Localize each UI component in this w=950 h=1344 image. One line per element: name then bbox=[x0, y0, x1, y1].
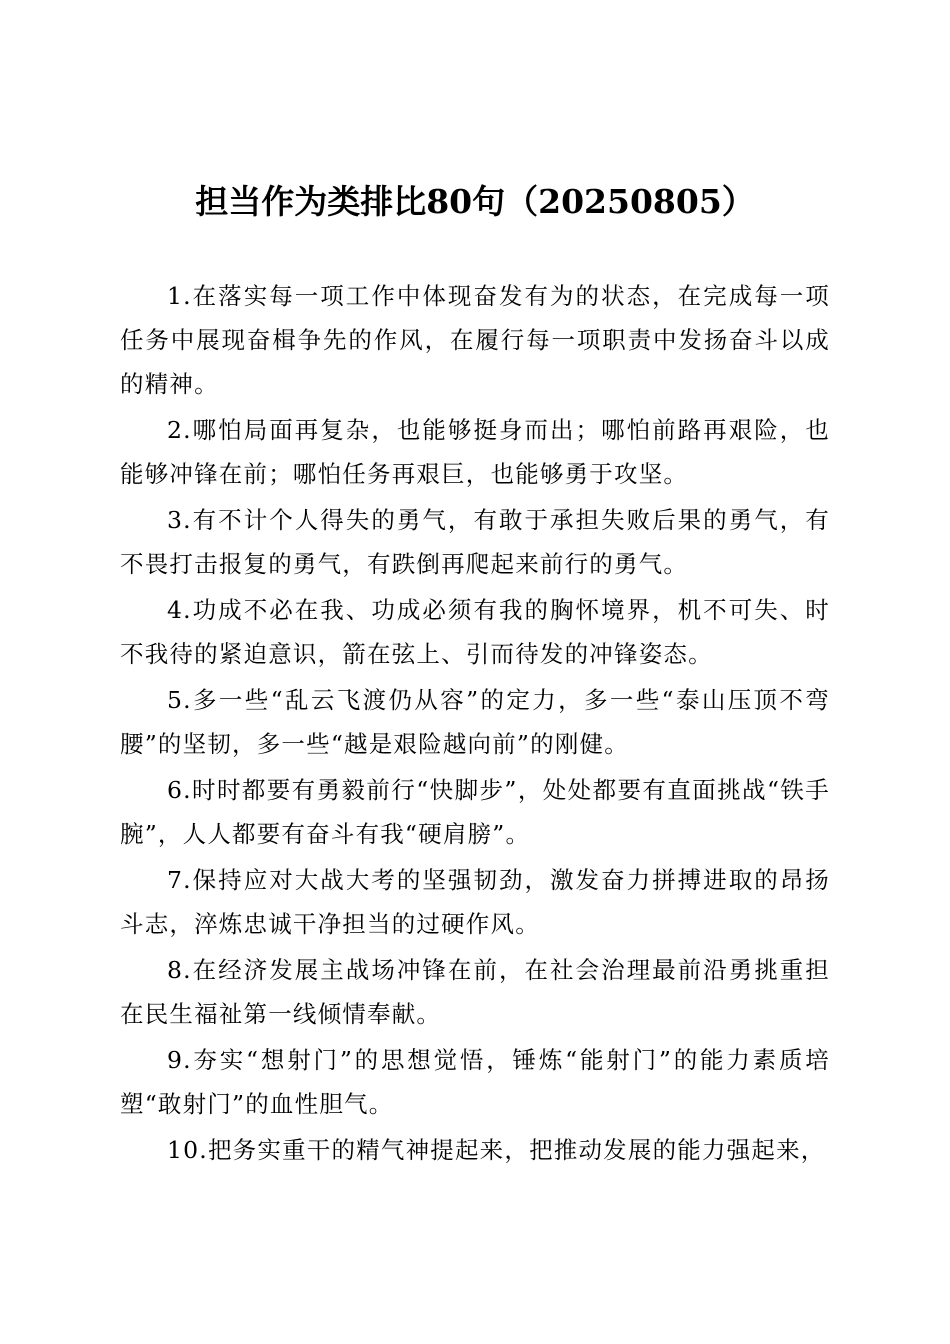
paragraph-3: 3.有不计个人得失的勇气，有敢于承担失败后果的勇气，有不畏打击报复的勇气，有跌倒再爬起来前行的勇气。 bbox=[120, 506, 830, 578]
paragraph-2: 2.哪怕局面再复杂，也能够挺身而出；哪怕前路再艰险，也能够冲锋在前；哪怕任务再艰巨，也能够勇于攻坚。 bbox=[120, 416, 830, 488]
document-title: 担当作为类排比80句（20250805） bbox=[195, 182, 755, 221]
paragraph-4: 4.功成不必在我、功成必须有我的胸怀境界，机不可失、时不我待的紧迫意识，箭在弦上、引而待发的冲锋姿态。 bbox=[120, 596, 830, 668]
paragraph-7: 7.保持应对大战大考的坚强韧劲，激发奋力拼搏进取的昂扬斗志，淬炼忠诚干净担当的过硬作风。 bbox=[120, 866, 830, 938]
paragraph-6: 6.时时都要有勇毅前行“快脚步”，处处都要有直面挑战“铁手腕”，人人都要有奋斗有我“硬肩膀”。 bbox=[120, 776, 830, 848]
paragraph-1: 1.在落实每一项工作中体现奋发有为的状态，在完成每一项任务中展现奋楫争先的作风，在履行每一项职责中发扬奋斗以成的精神。 bbox=[120, 282, 830, 398]
document-body bbox=[120, 274, 830, 1174]
paragraph-8: 8.在经济发展主战场冲锋在前，在社会治理最前沿勇挑重担在民生福祉第一线倾情奉献。 bbox=[120, 956, 830, 1028]
paragraph-10: 10.把务实重干的精气神提起来，把推动发展的能力强起来， bbox=[167, 1136, 826, 1164]
paragraph-5: 5.多一些“乱云飞渡仍从容”的定力，多一些“泰山压顶不弯腰”的坚韧，多一些“越是艰险越向前”的刚健。 bbox=[120, 686, 830, 758]
paragraph-9: 9.夯实“想射门”的思想觉悟，锤炼“能射门”的能力素质培塑“敢射门”的血性胆气。 bbox=[120, 1046, 830, 1118]
